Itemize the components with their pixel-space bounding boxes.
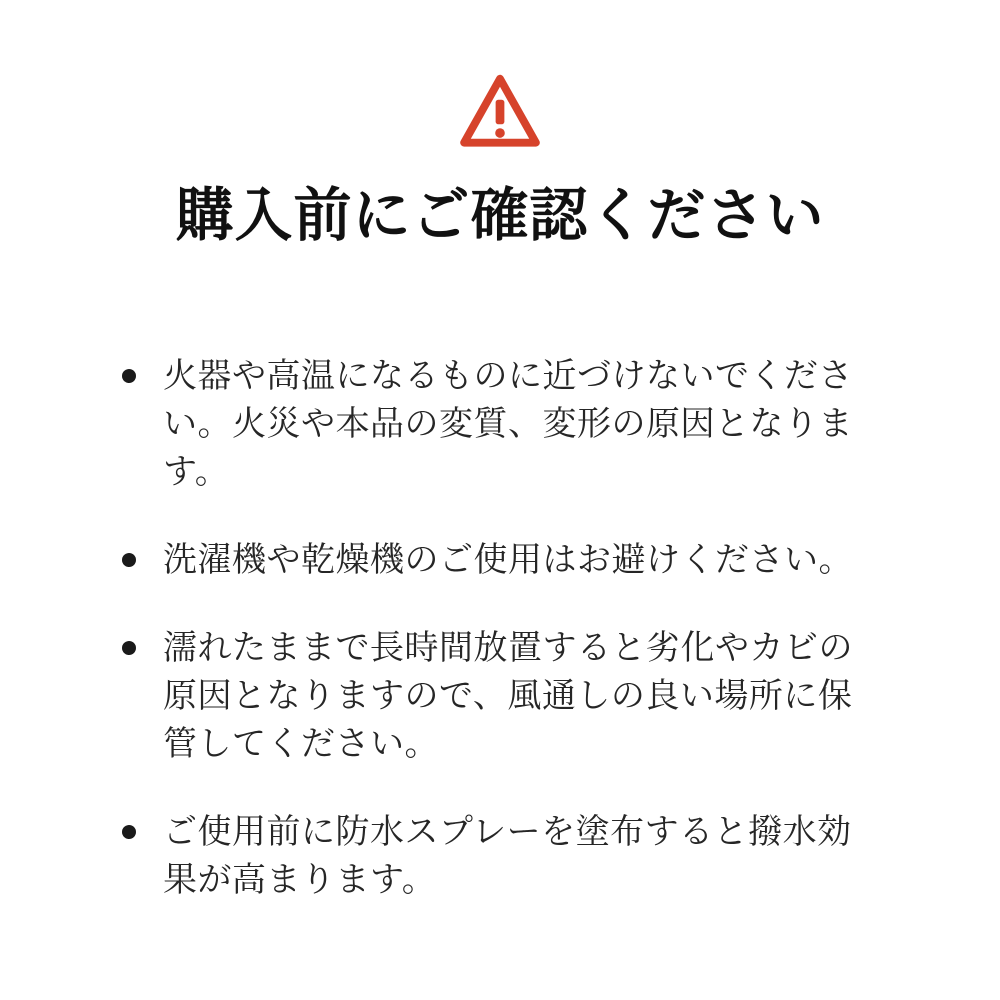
warning-triangle-icon — [458, 70, 542, 158]
notice-item-text: 洗濯機や乾燥機のご使用はお避けください。 — [163, 539, 853, 580]
notice-item — [122, 352, 882, 496]
notice-item-text: 火器や高温になるものに近づけないでください。火災や本品の変質、変形の原因となります。 — [163, 355, 853, 492]
bullet-dot-icon — [122, 825, 136, 839]
notice-title: 購入前にご確認ください — [175, 181, 825, 249]
bullet-dot-icon — [122, 553, 136, 567]
notice-list — [122, 352, 882, 904]
notice-item-text: 濡れたままで長時間放置すると劣化やカビの原因となりますので、風通しの良い場所に保管してください。 — [163, 627, 853, 764]
notice-item — [122, 808, 882, 904]
notice-item — [122, 536, 882, 584]
notice-item — [122, 624, 882, 768]
bullet-dot-icon — [122, 369, 136, 383]
notice-item-text: ご使用前に防水スプレーを塗布すると撥水効果が高まります。 — [163, 811, 852, 900]
icon-wrap — [0, 70, 1000, 158]
bullet-dot-icon — [122, 641, 136, 655]
